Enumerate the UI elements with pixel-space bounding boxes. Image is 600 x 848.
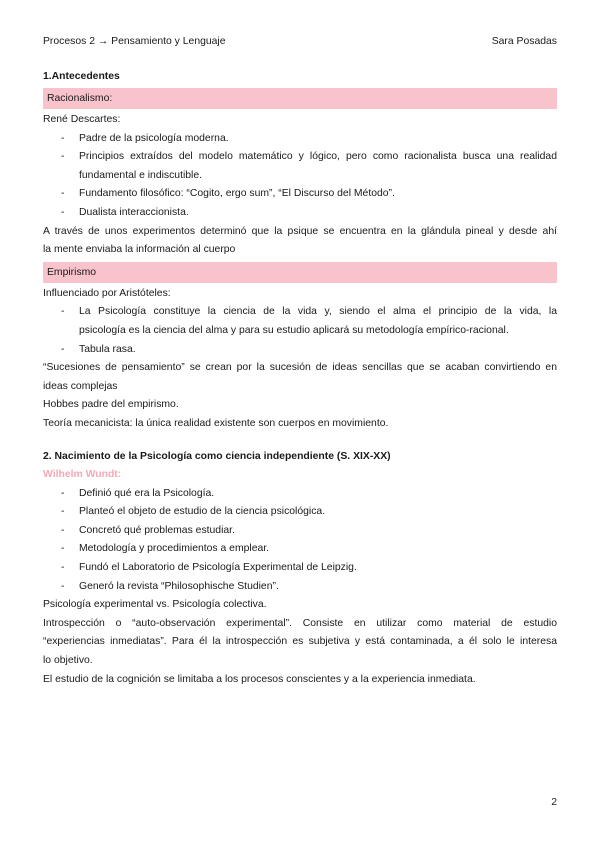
- list-item-text: Tabula rasa.: [79, 343, 136, 355]
- empirismo-label: Empirismo: [47, 266, 97, 278]
- list-item-text: Definió qué era la Psicología.: [79, 487, 215, 499]
- list-item-text: Principios extraídos del modelo matemático y lógico, pero como racionalista busca una realidad: [79, 151, 557, 163]
- paragraph-line: Introspección o “auto-observación experimental”. Consiste en utilizar como material de estudio: [43, 617, 557, 629]
- list-item-text: fundamental e indiscutible.: [79, 169, 203, 181]
- wundt-subtitle: Wilhelm Wundt:: [43, 469, 122, 481]
- list-item-text: Padre de la psicología moderna.: [79, 132, 229, 144]
- paragraph-line: lo objetivo.: [43, 655, 93, 667]
- bullet-dash: -: [61, 132, 65, 144]
- paragraph-line: Psicología experimental vs. Psicología colectiva.: [43, 599, 267, 611]
- descartes-intro: René Descartes:: [43, 114, 121, 125]
- list-item-text: Fundamento filosófico: “Cogito, ergo sum”, “El Discurso del Método”.: [79, 188, 395, 200]
- list-item: [43, 559, 557, 578]
- list-item-text: Generó la revista “Philosophische Studien”.: [79, 580, 279, 592]
- list-item: [43, 522, 557, 541]
- bullet-dash: -: [61, 206, 65, 218]
- list-item-text: Planteó el objeto de estudio de la ciencia psicológica.: [79, 506, 326, 518]
- bullet-dash: -: [61, 151, 65, 163]
- paragraph-line: “experiencias inmediatas”. Para él la introspección es subjetiva y está contaminada, a él solo le interesa: [43, 636, 557, 648]
- bullet-dash: -: [61, 487, 65, 499]
- list-item: [43, 204, 557, 223]
- list-item: [43, 130, 557, 149]
- page-number: 2: [551, 797, 557, 808]
- list-item: [43, 485, 557, 504]
- racionalismo-band: [43, 88, 557, 109]
- bullet-dash: -: [61, 562, 65, 574]
- list-item: [43, 341, 557, 360]
- section-1-heading: 1.Antecedentes: [43, 71, 120, 82]
- section-2-heading: 2. Nacimiento de la Psicología como ciencia independiente (S. XIX-XX): [43, 450, 391, 462]
- paragraph-line: Hobbes padre del empirismo.: [43, 399, 179, 411]
- list-item: [43, 185, 557, 204]
- list-item-text: Concretó qué problemas estudiar.: [79, 524, 235, 536]
- list-item: [43, 503, 557, 522]
- header-author: Sara Posadas: [491, 36, 557, 47]
- bullet-dash: -: [61, 306, 65, 318]
- page-header: [43, 36, 557, 50]
- racionalismo-label: Racionalismo:: [47, 93, 113, 104]
- bullet-dash: -: [61, 580, 65, 592]
- list-item: [43, 148, 557, 167]
- bullet-dash: -: [61, 343, 65, 355]
- paragraph-line: El estudio de la cognición se limitaba a los procesos conscientes y a la experiencia inmediata.: [43, 673, 476, 685]
- paragraph-line: “Sucesiones de pensamiento” se crean por la sucesión de ideas sencillas que se acaban convirtiendo en: [43, 362, 557, 374]
- list-item-text: psicología es la ciencia del alma y para su estudio aplicará su metodología empírico-racional.: [79, 324, 509, 336]
- bullet-dash: -: [61, 543, 65, 555]
- bullet-dash: -: [61, 188, 65, 200]
- paragraph-line: Teoría mecanicista: la única realidad existente son cuerpos en movimiento.: [43, 417, 389, 429]
- list-item-text: La Psicología constituye la ciencia de la vida y, siendo el alma el principio de la vida, la: [79, 306, 557, 318]
- page-content: [43, 68, 557, 689]
- list-item: [43, 540, 557, 559]
- list-item-continuation: [43, 167, 557, 186]
- list-item: [43, 303, 557, 322]
- list-item-text: Dualista interaccionista.: [79, 206, 189, 218]
- paragraph-line: la mente enviaba la información al cuerpo: [43, 244, 236, 256]
- list-item-text: Fundó el Laboratorio de Psicología Experimental de Leipzig.: [79, 562, 357, 574]
- bullet-dash: -: [61, 524, 65, 536]
- section-spacer: [43, 434, 557, 448]
- aristoteles-intro: Influenciado por Aristóteles:: [43, 287, 171, 299]
- header-course-title: Procesos 2 → Pensamiento y Lenguaje: [43, 36, 226, 47]
- list-item-text: Metodología y procedimientos a emplear.: [79, 543, 270, 555]
- empirismo-band: [43, 262, 557, 283]
- list-item: [43, 578, 557, 597]
- list-item-continuation: [43, 322, 557, 341]
- paragraph-line: ideas complejas: [43, 380, 118, 392]
- paragraph-line: A través de unos experimentos determinó que la psique se encuentra en la glándula pineal y desde ahí: [43, 225, 557, 237]
- bullet-dash: -: [61, 506, 65, 518]
